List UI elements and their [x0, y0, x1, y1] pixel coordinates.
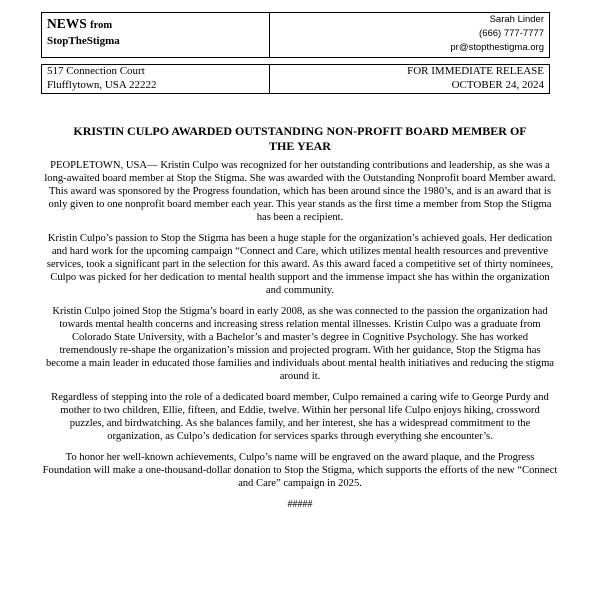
release-label: FOR IMMEDIATE RELEASE — [407, 65, 544, 77]
paragraph: Regardless of stepping into the role of a dedicated board member, Culpo remained a caring wife to George Purdy and mother to two children, Ellie, fifteen, and Eddie, twelve. Within her personal life Culpo enjoys hiking, crossword puzzles, and birdwatching. As she balances family, and her interest, she has a widespread commitment to the organization, as Culpo’s dedication for services sparks through everything she encounter’s. — [51, 392, 549, 442]
paragraph: Kristin Culpo’s passion to Stop the Stigma has been a huge staple for the organization’s achieved goals. Her dedication and hard work for the upcoming campaign “Connect and Care, which utilizes mental health resources and preventive services, took a significant part in the selection for this award. As this award faced a competitive set of thirty nominees, Culpo was picked for her dedication to mental health support and the immense impact she has within the organization and community. — [46, 233, 554, 296]
headline: KRISTIN CULPO AWARDED OUTSTANDING NON-PROFIT BOARD MEMBER OF THE YEAR — [73, 124, 527, 153]
news-brand-cell — [42, 13, 270, 58]
contact-name: Sarah Linder — [489, 14, 544, 25]
article-body — [42, 160, 558, 510]
address-cell — [42, 65, 270, 94]
organization-name: StopTheStigma — [47, 35, 120, 47]
address-line-2: Flufflytown, USA 22222 — [47, 78, 157, 91]
end-mark: ##### — [287, 499, 313, 511]
paragraph: To honor her well-known achievements, Culpo’s name will be engraved on the award plaque, and the Progress Foundation will make a one-thousand-dollar donation to Stop the Stigma, which supports the efforts of the new “Connect and Care” campaign in 2025. — [42, 452, 558, 489]
paragraph: Kristin Culpo joined Stop the Stigma’s board in early 2008, as she was connected to the passion the organization had towards mental health concerns and increasing stress relation mental illnesses. Kristin Culpo was a graduate from Colorado State University, with a Bachelor’s and master’s degree in Cognitive Psychology. She has worked tremendously re-shape the organization’s mission and projected program. With her guidance, Stop the Stigma has become a main leader in educated those families and individuals about mental health initiatives and reducing the stigma around it. — [45, 306, 555, 382]
paragraph: PEOPLETOWN, USA— Kristin Culpo was recognized for her outstanding contributions and leadership, as she was a long-awaited board member at Stop the Stigma. She was awarded with the Outstanding Nonprofit board Member award. This award was sponsored by the Progress foundation, which has been around since the 1980’s, and is an award that is only given to one nonprofit board member each year. This year stands as the first time a member from Stop the Stigma has been a recipient. — [44, 160, 556, 223]
contact-phone: (666) 777-7777 — [479, 28, 544, 39]
release-date: OCTOBER 24, 2024 — [451, 78, 544, 91]
contact-email: pr@stopthestigma.org — [450, 42, 544, 53]
address-line-1: 517 Connection Court — [47, 65, 145, 77]
release-cell — [270, 65, 550, 94]
news-from-label: from — [90, 20, 113, 31]
news-label: NEWS — [47, 16, 87, 31]
contact-cell — [270, 13, 550, 58]
letterhead-table — [41, 12, 550, 94]
